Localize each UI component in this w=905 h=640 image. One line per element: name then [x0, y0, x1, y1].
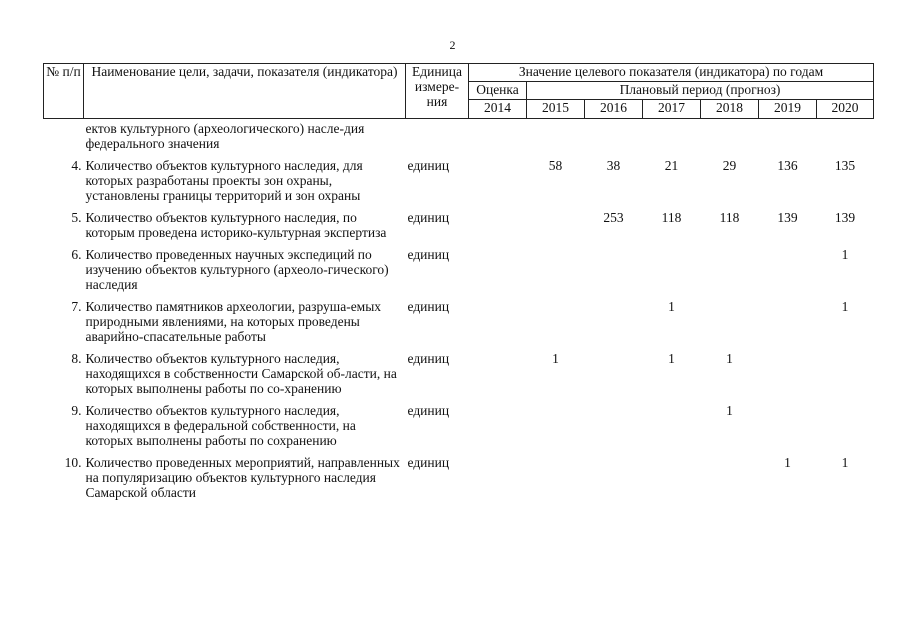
value-cell: 29 [722, 158, 737, 173]
value-cell: 58 [548, 158, 563, 173]
row-number: 6. [71, 247, 82, 262]
value-cell: 253 [603, 210, 624, 225]
value-cell [469, 244, 527, 296]
header-name: Наименование цели, задачи, показателя (индикатора) [84, 64, 406, 119]
unit-cell: единиц [407, 247, 450, 262]
header-values: Значение целевого показателя (индикатора) по годам [469, 64, 874, 82]
value-cell: 118 [661, 210, 682, 225]
header-year: 2020 [817, 100, 874, 119]
value-cell [527, 452, 585, 504]
value-cell [701, 296, 759, 348]
row-number: 9. [71, 403, 82, 418]
value-cell: 1 [668, 299, 675, 314]
unit-cell: единиц [407, 351, 450, 366]
header-year: 2016 [585, 100, 643, 119]
header-year: 2014 [469, 100, 527, 119]
value-cell [469, 400, 527, 452]
table-body [44, 119, 874, 505]
unit-cell: единиц [407, 403, 450, 418]
page-number: 2 [449, 38, 456, 52]
indicator-name: Количество объектов культурного наследия, для которых разработаны проекты зон охраны, установлены границы территорий и зон охраны [85, 158, 363, 203]
value-cell [759, 348, 817, 400]
value-cell [817, 348, 874, 400]
value-cell: 1 [726, 403, 733, 418]
header-estimate: Оценка [469, 82, 527, 100]
value-cell [527, 400, 585, 452]
table-row [44, 296, 874, 348]
indicator-name: Количество объектов культурного наследия, по которым проведена историко-культурная экспертиза [85, 210, 387, 240]
value-cell: 1 [841, 247, 849, 262]
indicator-name: Количество проведенных мероприятий, направленных на популяризацию объектов культурного наследия Самарской области [85, 455, 400, 500]
row-number: 8. [71, 351, 82, 366]
value-cell [469, 207, 527, 244]
value-cell [759, 296, 817, 348]
row-number: 10. [64, 455, 82, 470]
value-cell [527, 244, 585, 296]
indicator-name: Количество проведенных научных экспедиций по изучению объектов культурного (археоло-гического) наследия [85, 247, 389, 292]
indicator-name: Количество памятников археологии, разруша-емых природными явлениями, на которых проведены аварийно-спасательные работы [85, 299, 382, 344]
value-cell [817, 400, 874, 452]
value-cell [585, 244, 643, 296]
unit-cell: единиц [407, 455, 450, 470]
value-cell: 1 [668, 351, 675, 366]
value-cell: 1 [552, 351, 559, 366]
unit-cell: единиц [407, 158, 450, 173]
value-cell: 136 [777, 158, 798, 173]
value-cell [701, 244, 759, 296]
value-cell [585, 348, 643, 400]
value-cell [527, 207, 585, 244]
table-row [44, 348, 874, 400]
value-cell [585, 400, 643, 452]
header-num: № п/п [44, 64, 84, 119]
value-cell [701, 452, 759, 504]
table-row [44, 452, 874, 504]
value-cell [469, 452, 527, 504]
header-year: 2017 [643, 100, 701, 119]
value-cell: 21 [664, 158, 679, 173]
row-number: 4. [71, 158, 82, 173]
value-cell: 1 [726, 351, 733, 366]
table-row [44, 400, 874, 452]
continuation-text: ектов культурного (археологического) насле-дия федерального значения [85, 121, 365, 151]
value-cell: 1 [841, 299, 849, 314]
value-cell [643, 400, 701, 452]
value-cell: 1 [784, 455, 791, 470]
table-row [44, 244, 874, 296]
value-cell: 139 [834, 210, 856, 225]
header-plan: Плановый период (прогноз) [527, 82, 874, 100]
value-cell [469, 348, 527, 400]
unit-cell: единиц [407, 210, 450, 225]
row-number: 7. [71, 299, 82, 314]
value-cell: 1 [841, 455, 849, 470]
value-cell [643, 244, 701, 296]
table-row [44, 207, 874, 244]
row-number: 5. [71, 210, 82, 225]
value-cell [527, 296, 585, 348]
table-header [44, 64, 874, 119]
indicator-table [43, 63, 874, 504]
header-year: 2015 [527, 100, 585, 119]
indicator-name: Количество объектов культурного наследия, находящихся в федеральной собственности, на которых выполнены работы по сохранению [85, 403, 356, 448]
value-cell [643, 452, 701, 504]
value-cell: 38 [606, 158, 621, 173]
table-row [44, 155, 874, 207]
value-cell [759, 400, 817, 452]
indicator-name: Количество объектов культурного наследия, находящихся в собственности Самарской об-ласти, на которых выполнены работы по со-хранению [85, 351, 397, 396]
header-year: 2018 [701, 100, 759, 119]
value-cell: 135 [834, 158, 856, 173]
header-unit: Единица измере-ния [406, 64, 469, 119]
value-cell [585, 296, 643, 348]
value-cell [759, 244, 817, 296]
value-cell: 118 [719, 210, 740, 225]
continuation-row [44, 119, 874, 156]
value-cell [585, 452, 643, 504]
unit-cell: единиц [407, 299, 450, 314]
value-cell [469, 296, 527, 348]
value-cell: 139 [777, 210, 798, 225]
header-year: 2019 [759, 100, 817, 119]
value-cell [469, 155, 527, 207]
